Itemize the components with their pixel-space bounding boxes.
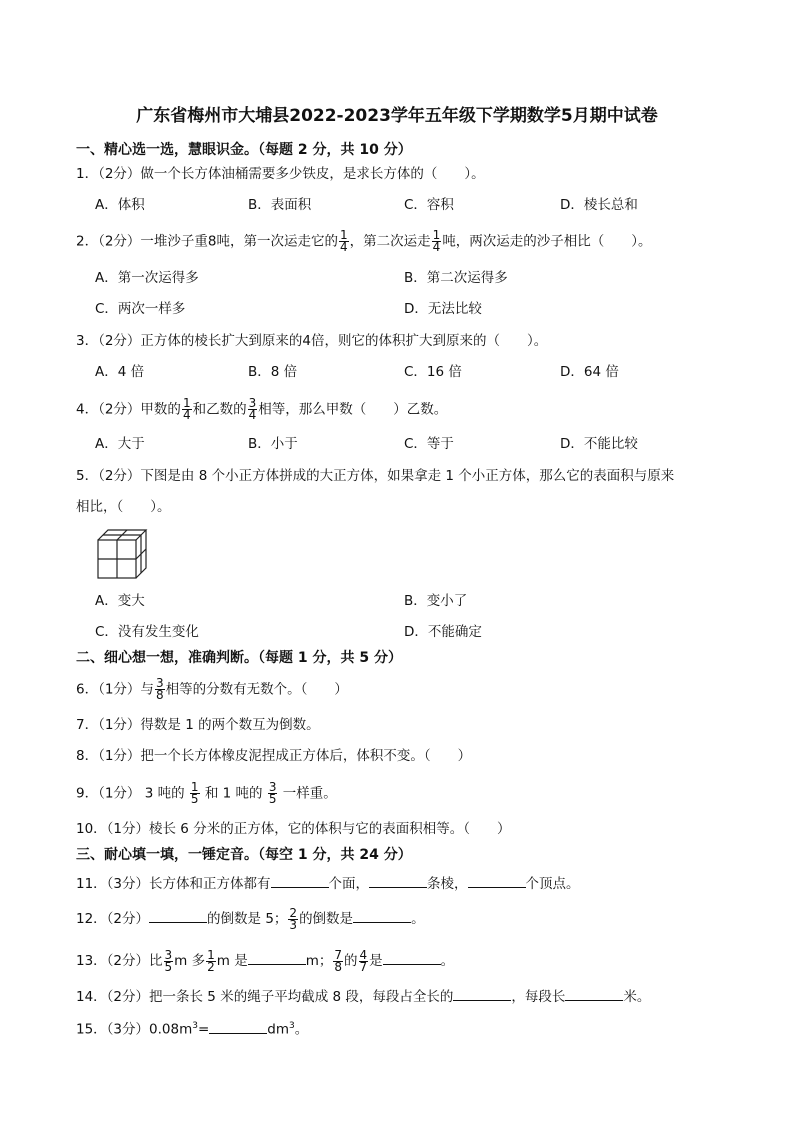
q13-fraction-3 [333, 947, 343, 974]
q4-text-b: 和乙数的 [192, 401, 247, 418]
q11-blank-2[interactable] [369, 872, 427, 888]
q1-option-b: B．表面积 [248, 197, 312, 213]
q4-fraction-2 [248, 398, 258, 421]
q1-option-d: D．棱长总和 [560, 197, 638, 213]
q5-option-b: B．变小了 [404, 593, 468, 609]
q11-blank-3[interactable] [468, 872, 526, 888]
q9-text-a: 9．（1分） 3 吨的 [76, 785, 185, 802]
q13-text-c: m 是 [216, 953, 248, 969]
q2-text-a: 2．（2分）一堆沙子重8吨，第一次运走它的 [76, 233, 339, 250]
q2-option-d: D．无法比较 [404, 301, 482, 317]
q6-text-a: 6．（1分）与 [76, 681, 154, 698]
question-4 [76, 398, 447, 421]
cube-figure [96, 528, 148, 580]
q13-text-g: 。 [440, 953, 455, 969]
q4-option-b: B．小于 [248, 436, 298, 452]
q6-fraction-1 [155, 678, 165, 701]
q4-f2-numerator: 3 [248, 396, 257, 410]
q13-blank-2[interactable] [383, 949, 441, 965]
question-15 [76, 1016, 308, 1040]
q2-option-a: A．第一次运得多 [95, 270, 199, 286]
q14-text-c: 米。 [623, 989, 651, 1005]
q3-option-d: D．64 倍 [560, 364, 619, 380]
q4-f1-numerator: 1 [182, 396, 191, 410]
q2-f1-numerator: 1 [340, 228, 348, 242]
q4-f2-denominator: 4 [248, 408, 257, 422]
q5-option-c: C．没有发生变化 [95, 624, 199, 640]
q1-option-a: A．体积 [95, 197, 145, 213]
q13-fraction-2 [206, 947, 216, 974]
q15-text-c: dm [267, 1021, 290, 1038]
q12-f1-denominator: 3 [289, 917, 298, 932]
q13-fraction-1 [164, 947, 174, 974]
q13-f1-numerator: 3 [164, 947, 173, 962]
q13-blank-1[interactable] [248, 949, 306, 965]
question-1: 1．（2分）做一个长方体油桶需要多少铁皮，是求长方体的（ ）。 [76, 166, 485, 182]
q6-text-b: 相等的分数有无数个。（ ） [165, 681, 348, 698]
q13-text-b: m 多 [174, 953, 206, 969]
question-6 [76, 678, 348, 701]
q13-text-f: 是 [369, 953, 383, 969]
q4-option-d: D．不能比较 [560, 436, 638, 452]
question-14 [76, 985, 650, 1007]
q13-text-d: m； [305, 953, 333, 969]
q13-fraction-4 [359, 947, 369, 974]
q14-text-a: 14．（2分）把一条长 5 米的绳子平均截成 8 段，每段占全长的 [76, 989, 454, 1005]
q12-fraction-1 [288, 905, 298, 932]
q12-text-c: 的倒数是 [299, 911, 354, 927]
q6-f1-numerator: 3 [155, 676, 164, 690]
q2-fraction-1 [339, 230, 349, 253]
q9-f1-numerator: 1 [190, 780, 199, 794]
question-13 [76, 949, 454, 973]
question-10: 10．（1分）棱长 6 分米的正方体，它的体积与它的表面积相等。（ ） [76, 821, 511, 837]
q4-fraction-1 [182, 398, 192, 421]
q3-option-a: A．4 倍 [95, 364, 145, 380]
q6-f1-denominator: 8 [155, 688, 164, 702]
q15-blank-1[interactable] [209, 1018, 267, 1034]
question-8: 8．（1分）把一个长方体橡皮泥捏成正方体后，体积不变。（ ） [76, 748, 472, 764]
q15-superscript-2: 3 [289, 1021, 295, 1031]
section-1-heading: 一、精心选一选，慧眼识金。（每题 2 分，共 10 分） [76, 142, 412, 158]
q15-superscript-1: 3 [192, 1021, 198, 1031]
q2-f2-denominator: 4 [432, 240, 441, 254]
q13-f3-numerator: 7 [334, 947, 343, 962]
q11-text-d: 个顶点。 [525, 876, 580, 892]
q9-fraction-1 [190, 782, 200, 805]
exam-title: 广东省梅州市大埔县2022-2023学年五年级下学期数学5月期中试卷 [136, 106, 658, 126]
q2-text-c: 吨，两次运走的沙子相比（ ）。 [442, 233, 652, 250]
q13-f1-denominator: 5 [164, 959, 173, 974]
q15-text-d: 。 [294, 1021, 309, 1038]
q11-text-a: 11．（3分）长方体和正方体都有 [76, 876, 271, 892]
q4-option-c: C．等于 [404, 436, 454, 452]
question-2 [76, 230, 652, 253]
q12-text-a: 12．（2分） [76, 911, 150, 927]
q13-f4-numerator: 4 [359, 947, 368, 962]
q13-text-a: 13．（2分）比 [76, 953, 163, 969]
q3-option-c: C．16 倍 [404, 364, 462, 380]
q13-f3-denominator: 8 [334, 959, 343, 974]
q11-text-b: 个面， [328, 876, 370, 892]
question-9 [76, 782, 337, 805]
question-5-line-2: 相比，（ ）。 [76, 499, 171, 515]
q11-blank-1[interactable] [271, 872, 329, 888]
q11-text-c: 条棱， [427, 876, 468, 892]
q13-f4-denominator: 7 [359, 959, 368, 974]
q2-option-c: C．两次一样多 [95, 301, 186, 317]
question-12 [76, 907, 425, 931]
q9-text-c: 一样重。 [282, 785, 337, 802]
question-5-line-1: 5．（2分）下图是由 8 个小正方体拼成的大正方体，如果拿走 1 个小正方体，那么它的表面积与原来 [76, 468, 675, 484]
q4-f1-denominator: 4 [182, 408, 191, 422]
q12-blank-2[interactable] [353, 907, 411, 923]
q1-option-c: C．容积 [404, 197, 454, 213]
q14-blank-2[interactable] [565, 985, 623, 1001]
question-11 [76, 872, 580, 894]
q3-option-b: B．8 倍 [248, 364, 298, 380]
q9-text-b: 和 1 吨的 [204, 785, 263, 802]
q2-f2-numerator: 1 [432, 228, 441, 242]
q5-option-a: A．变大 [95, 593, 145, 609]
question-7: 7．（1分）得数是 1 的两个数互为倒数。 [76, 717, 320, 733]
q2-f1-denominator: 4 [340, 240, 348, 254]
section-2-heading: 二、细心想一想，准确判断。（每题 1 分，共 5 分） [76, 650, 402, 666]
q14-blank-1[interactable] [453, 985, 511, 1001]
q9-f2-numerator: 3 [268, 780, 277, 794]
q2-text-b: ，第二次运走 [349, 233, 431, 250]
q4-text-c: 相等，那么甲数（ ）乙数。 [258, 401, 448, 418]
q13-text-e: 的 [344, 953, 358, 969]
q9-f1-denominator: 5 [190, 792, 199, 806]
q14-text-b: ，每段长 [511, 989, 566, 1005]
q15-text-a: 15．（3分）0.08m [76, 1021, 193, 1038]
q12-blank-1[interactable] [149, 907, 207, 923]
question-3: 3．（2分）正方体的棱长扩大到原来的4倍，则它的体积扩大到原来的（ ）。 [76, 333, 548, 349]
section-3-heading: 三、耐心填一填，一锤定音。（每空 1 分，共 24 分） [76, 847, 412, 863]
q5-option-d: D．不能确定 [404, 624, 482, 640]
q4-text-a: 4．（2分）甲数的 [76, 401, 181, 418]
q12-text-b: 的倒数是 5； [207, 911, 288, 927]
q2-option-b: B．第二次运得多 [404, 270, 508, 286]
q15-text-b: = [197, 1021, 210, 1038]
q12-f1-numerator: 2 [289, 905, 298, 920]
q13-f2-numerator: 1 [207, 947, 215, 962]
q12-text-d: 。 [411, 911, 425, 927]
q9-f2-denominator: 5 [268, 792, 277, 806]
q9-fraction-2 [268, 782, 278, 805]
q4-option-a: A．大于 [95, 436, 145, 452]
q2-fraction-2 [432, 230, 442, 253]
q13-f2-denominator: 2 [207, 959, 215, 974]
